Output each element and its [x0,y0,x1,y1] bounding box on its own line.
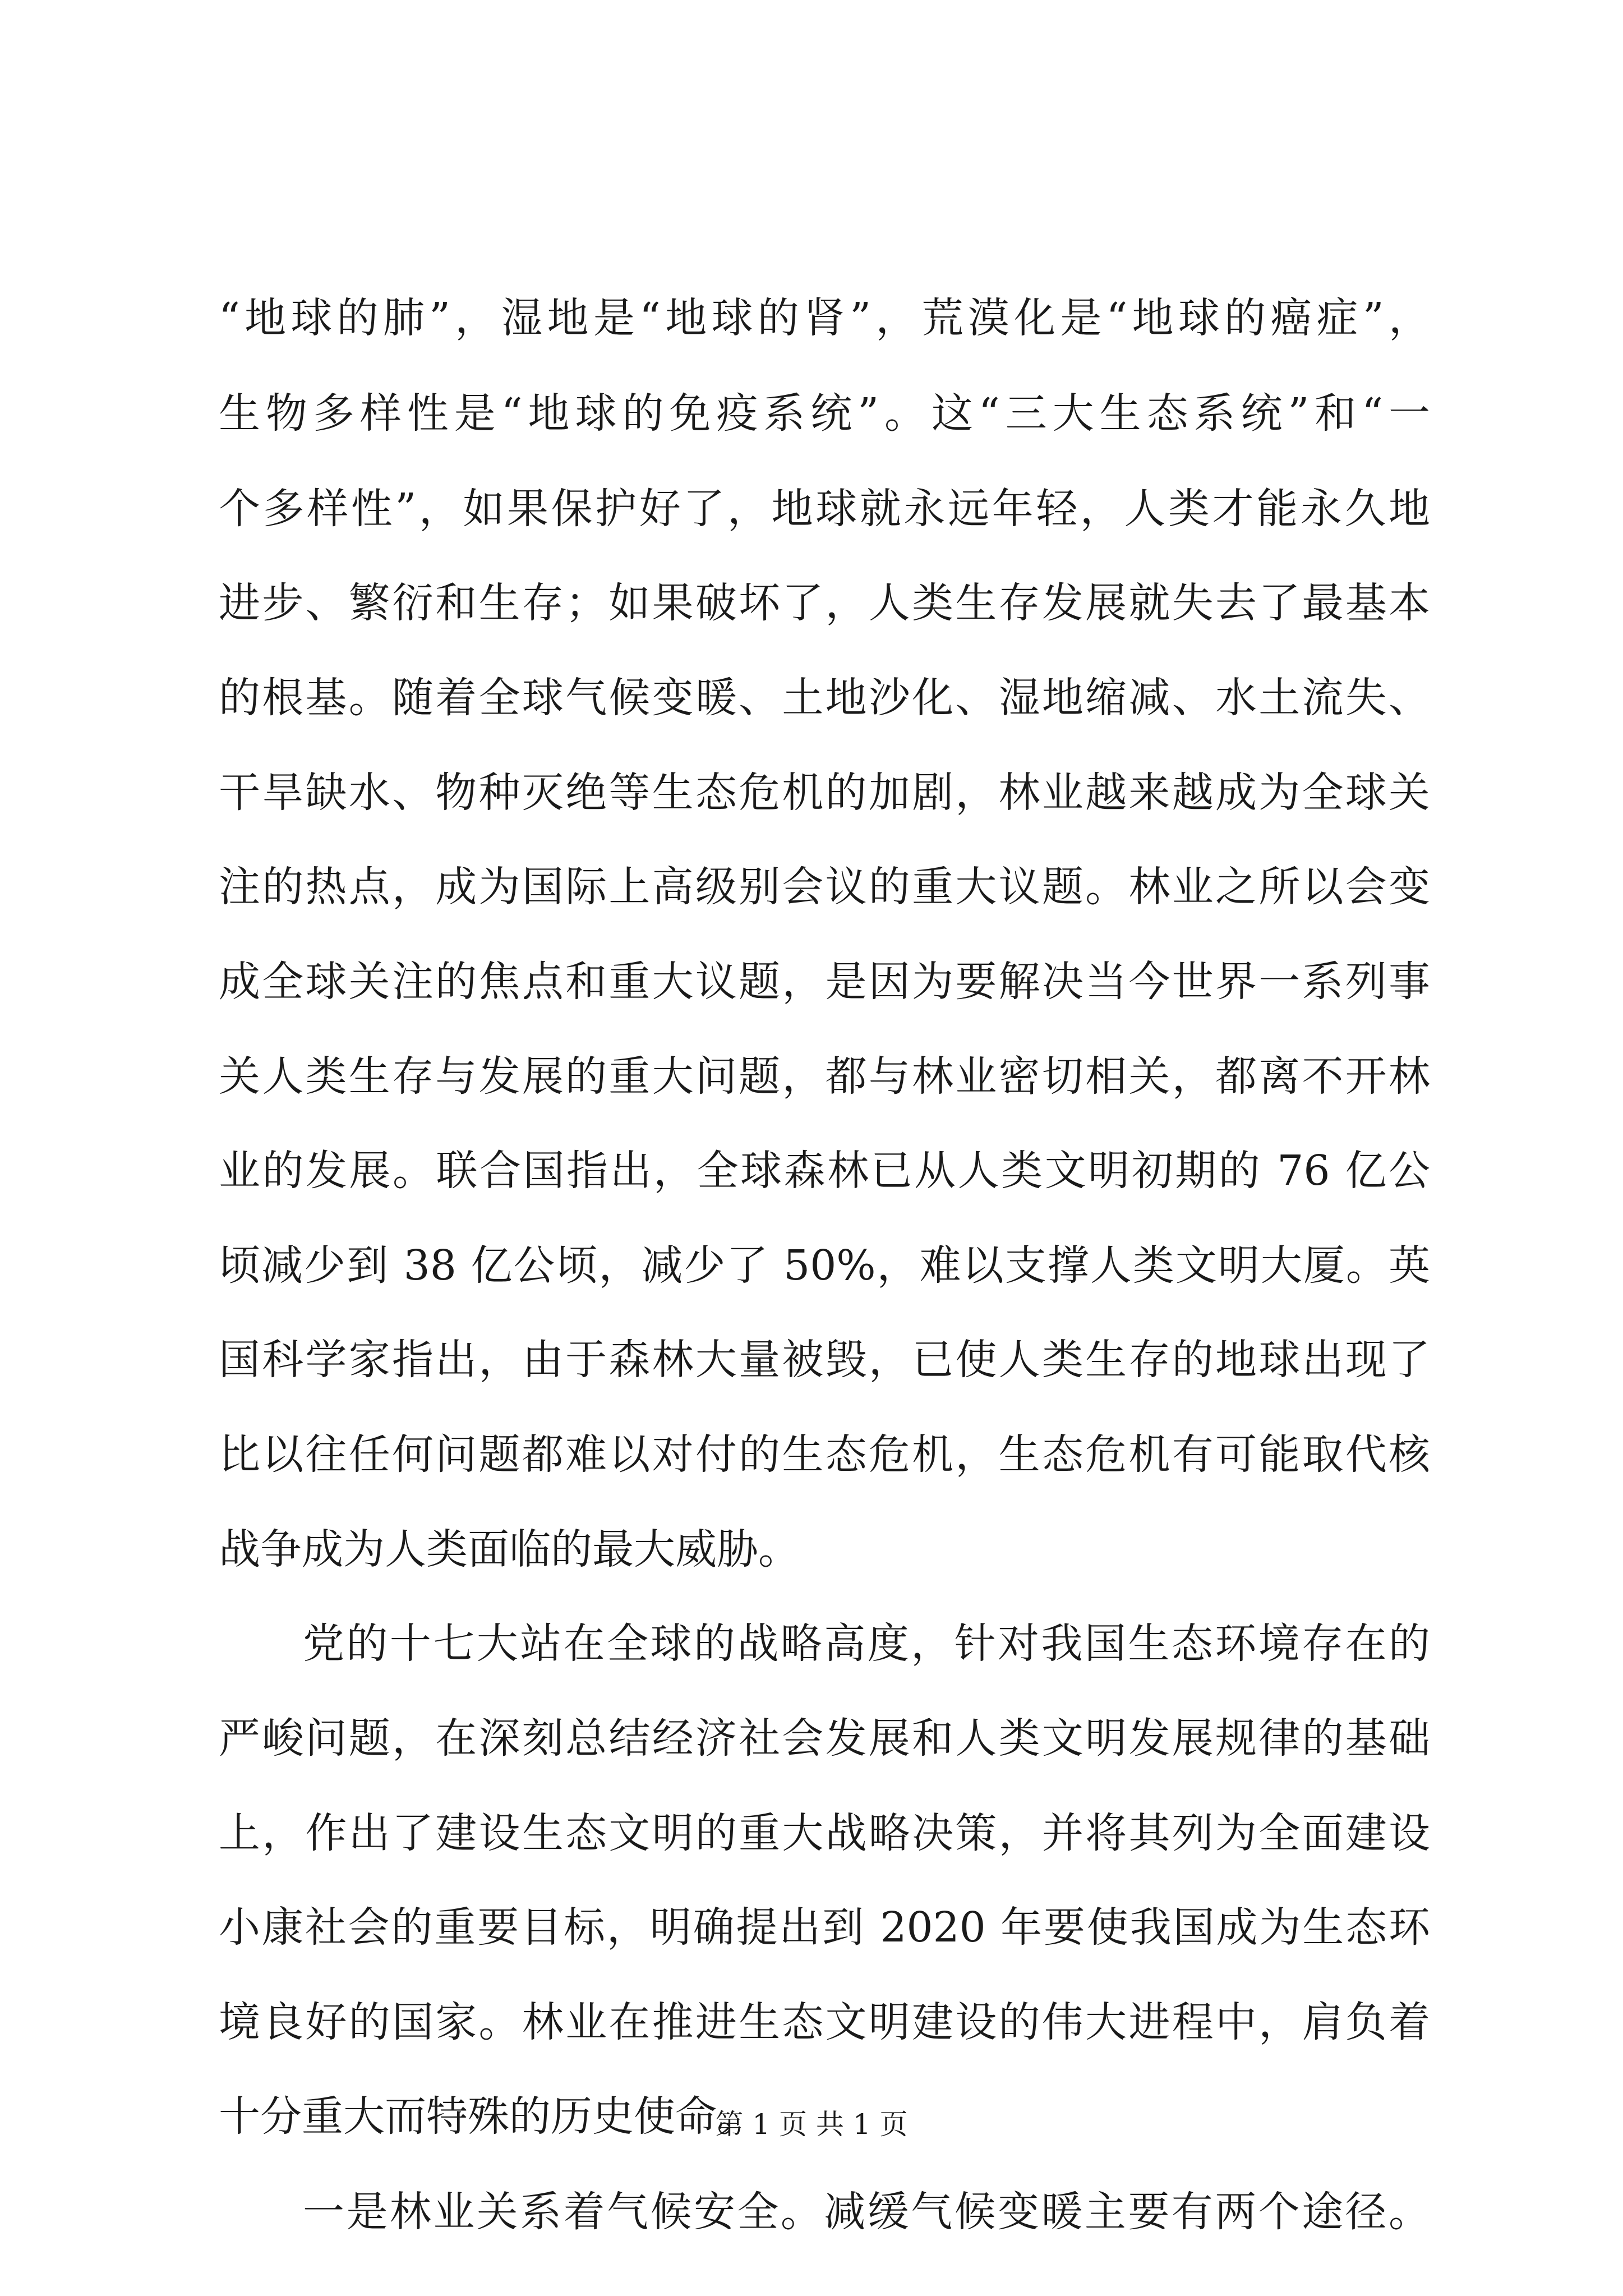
paragraph-line: 党的十七大站在全球的战略高度，针对我国生态环境存在的 [303,1619,1430,1668]
paragraph-line: 个多样性”，如果保护好了，地球就永远年轻，人类才能永久地 [219,485,1430,533]
paragraph-line: 成全球关注的焦点和重大议题，是因为要解决当今世界一系列事 [219,958,1430,1006]
paragraph-line: 国科学家指出，由于森林大量被毁，已使人类生存的地球出现了 [219,1336,1430,1384]
paragraph-line: 注的热点，成为国际上高级别会议的重大议题。林业之所以会变 [219,863,1430,911]
paragraph-line: 战争成为人类面临的最大威胁。 [219,1525,800,1573]
paragraph-line: 关人类生存与发展的重大问题，都与林业密切相关，都离不开林 [219,1052,1430,1101]
paragraph-line: 顷减少到 38 亿公顷，减少了 50%，难以支撑人类文明大厦。英 [219,1241,1430,1290]
paragraph-line: 一是林业关系着气候安全。减缓气候变暖主要有两个途径。 [303,2188,1430,2236]
paragraph-line: 严峻问题，在深刻总结经济社会发展和人类文明发展规律的基础 [219,1714,1430,1763]
paragraph-line: 十分重大而特殊的历史使命。 [219,2092,758,2141]
paragraph-line: 进步、繁衍和生存；如果破坏了，人类生存发展就失去了最基本 [219,579,1430,627]
paragraph-line: “地球的肺”，湿地是“地球的肾”，荒漠化是“地球的癌症”， [219,294,1430,342]
paragraph-line: 境良好的国家。林业在推进生态文明建设的伟大进程中，肩负着 [219,1998,1430,2046]
paragraph-line: 上，作出了建设生态文明的重大战略决策，并将其列为全面建设 [219,1809,1430,1857]
paragraph-line: 业的发展。联合国指出，全球森林已从人类文明初期的 76 亿公 [219,1147,1430,1195]
paragraph-line: 小康社会的重要目标，明确提出到 2020 年要使我国成为生态环 [219,1903,1430,1952]
paragraph-line: 比以往任何问题都难以对付的生态危机，生态危机有可能取代核 [219,1430,1430,1479]
paragraph-line: 干旱缺水、物种灭绝等生态危机的加剧，林业越来越成为全球关 [219,769,1430,817]
paragraph-line: 生物多样性是“地球的免疫系统”。这“三大生态系统”和“一 [219,389,1430,438]
paragraph-line: 的根基。随着全球气候变暖、土地沙化、湿地缩减、水土流失、 [219,674,1430,722]
page-number-footer: 第 1 页 共 1 页 [715,2108,908,2141]
